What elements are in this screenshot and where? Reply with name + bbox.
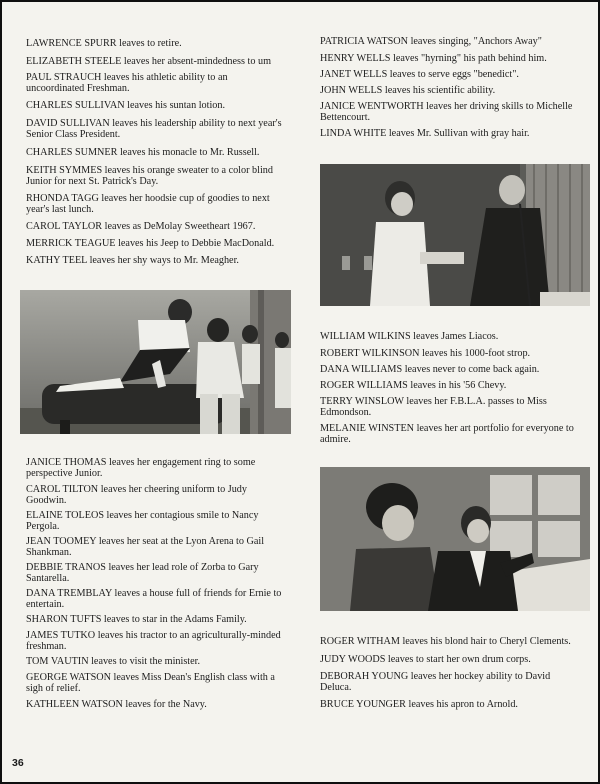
will-entry: RHONDA TAGG leaves her hoodsie cup of goodies to next year's last lunch.: [26, 193, 270, 215]
will-entry: JUDY WOODS leaves to start her own drum corps.: [320, 654, 531, 665]
will-entry: TOM VAUTIN leaves to visit the minister.: [26, 656, 201, 667]
will-entry: CHARLES SULLIVAN leaves his suntan lotion.: [26, 100, 226, 111]
will-entry: BRUCE YOUNGER leaves his apron to Arnold.: [320, 699, 518, 710]
will-entry: JEAN TOOMEY leaves her seat at the Lyon Arena to Gail Shankman.: [26, 536, 265, 558]
will-entry: HENRY WELLS leaves "hyrning" his path behind him.: [320, 53, 547, 64]
will-entry: GEORGE WATSON leaves Miss Dean's English class with a sigh of relief.: [26, 672, 275, 694]
will-entry: KEITH SYMMES leaves his orange sweater to a color blind Junior for next St. Patrick's Day.: [26, 165, 273, 187]
dance-couple-photo: [320, 467, 590, 611]
will-entry: KATHLEEN WATSON leaves for the Navy.: [26, 699, 207, 710]
will-entry: ROGER WITHAM leaves his blond hair to Cheryl Clements.: [320, 636, 571, 647]
will-entry: SHARON TUFTS leaves to star in the Adams Family.: [26, 614, 247, 625]
will-entry: JANICE THOMAS leaves her engagement ring to some perspective Junior.: [26, 457, 256, 479]
will-entry: LINDA WHITE leaves Mr. Sullivan with gray hair.: [320, 128, 530, 139]
will-entry: DEBBIE TRANOS leaves her lead role of Zorba to Gary Santarella.: [26, 562, 259, 584]
will-entry: CAROL TILTON leaves her cheering uniform to Judy Goodwin.: [26, 484, 247, 506]
will-entry: ELIZABETH STEELE leaves her absent-mindedness to um: [26, 56, 272, 67]
will-entry: CHARLES SUMNER leaves his monacle to Mr. Russell.: [26, 147, 260, 158]
will-entry: JAMES TUTKO leaves his tractor to an agriculturally-minded freshman.: [26, 630, 281, 652]
will-entry: DANA TREMBLAY leaves a house full of friends for Ernie to entertain.: [26, 588, 282, 610]
will-entry: TERRY WINSLOW leaves her F.B.L.A. passes to Miss Edmondson.: [320, 396, 547, 418]
yearbook-page: [2, 2, 598, 782]
will-entry: CAROL TAYLOR leaves as DeMolay Sweetheart 1967.: [26, 221, 256, 232]
will-entry: MERRICK TEAGUE leaves his Jeep to Debbie MacDonald.: [26, 238, 275, 249]
will-entry: MELANIE WINSTEN leaves her art portfolio for everyone to admire.: [320, 423, 574, 445]
award-photo: [320, 164, 590, 306]
will-entry: KATHY TEEL leaves her shy ways to Mr. Meagher.: [26, 255, 239, 266]
will-entry: ROBERT WILKINSON leaves his 1000-foot strop.: [320, 348, 531, 359]
gymnastics-photo: [20, 290, 291, 434]
page-number: 36: [12, 757, 24, 769]
will-entry: JOHN WELLS leaves his scientific ability.: [320, 85, 496, 96]
will-entry: JANICE WENTWORTH leaves her driving skills to Michelle Bettencourt.: [320, 101, 573, 123]
will-entry: ELAINE TOLEOS leaves her contagious smile to Nancy Pergola.: [26, 510, 259, 532]
will-entry: ROGER WILLIAMS leaves in his '56 Chevy.: [320, 380, 507, 391]
will-entry: JANET WELLS leaves to serve eggs "benedict".: [320, 69, 519, 80]
will-entry: PATRICIA WATSON leaves singing, "Anchors Away": [320, 36, 542, 47]
will-entry: LAWRENCE SPURR leaves to retire.: [26, 38, 182, 49]
will-entry: PAUL STRAUCH leaves his athletic ability to an uncoordinated Freshman.: [26, 72, 228, 94]
will-entry: DEBORAH YOUNG leaves her hockey ability to David Deluca.: [320, 671, 551, 693]
will-entry: WILLIAM WILKINS leaves James Liacos.: [320, 331, 499, 342]
will-entry: DANA WILLIAMS leaves never to come back again.: [320, 364, 540, 375]
will-entry: DAVID SULLIVAN leaves his leadership ability to next year's Senior Class President.: [26, 118, 282, 140]
